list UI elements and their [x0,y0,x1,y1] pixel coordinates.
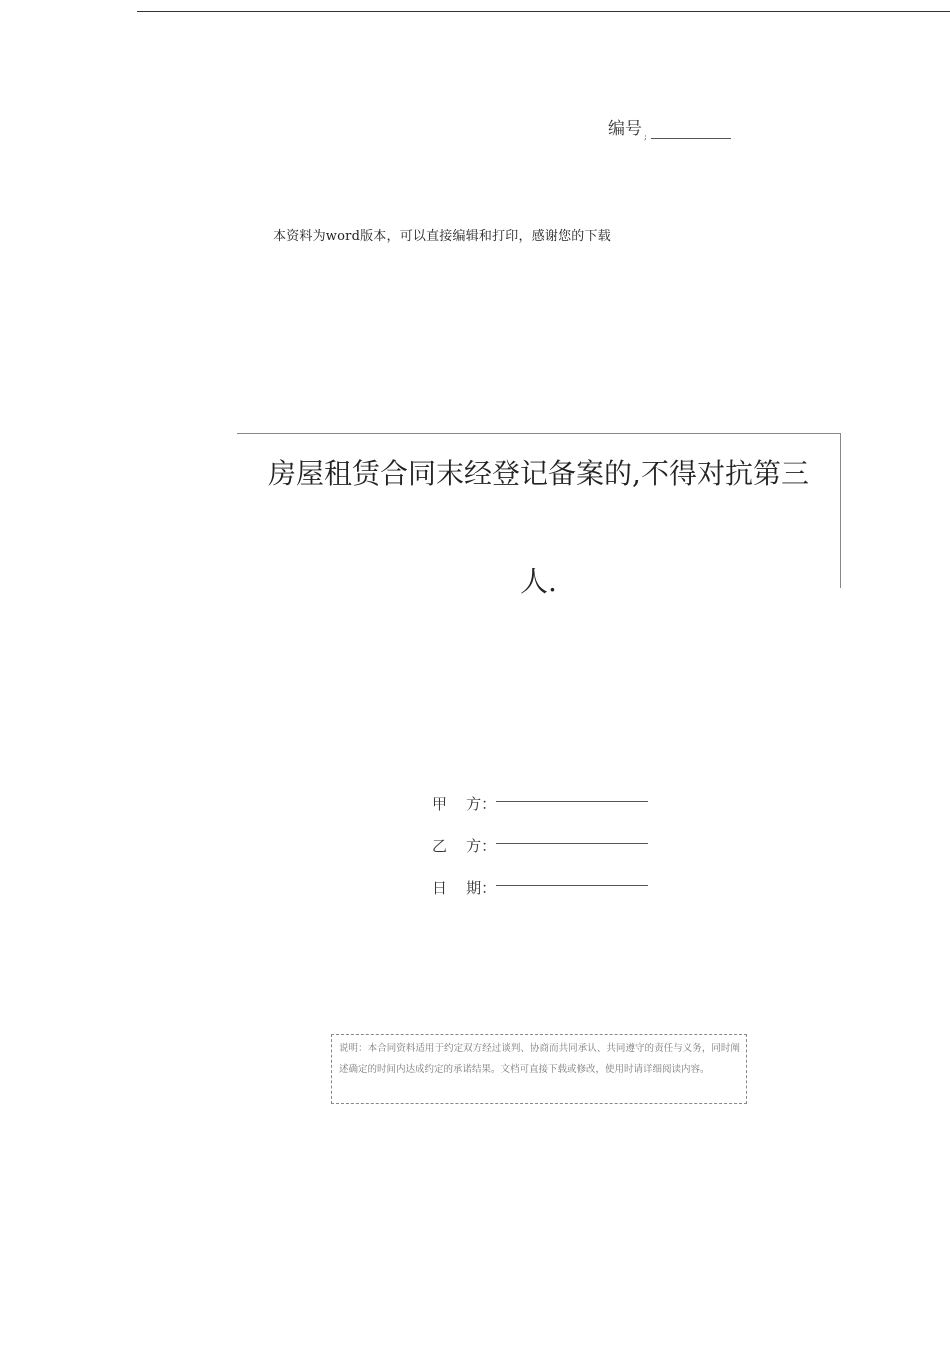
party-a-label: 甲 方： [432,795,497,813]
document-title-line-2: 人. [520,565,557,598]
document-number-field[interactable] [651,120,731,139]
document-title-line-1: 房屋租赁合同末经登记备案的,不得对抗第三 [268,457,809,490]
explanation-note: 说明：本合同资料适用于约定双方经过谈判、协商而共同承认、共同遵守的责任与义务，同时阐述确定的时间内达成约定的承诺结果。文档可直接下载或修改，使用时请详细阅读内容。 [331,1034,747,1104]
top-rule [137,11,950,12]
party-a-field[interactable] [496,783,648,802]
party-block [432,772,692,898]
date-field[interactable] [496,867,648,886]
title-frame-right [840,433,841,588]
party-row-b [432,814,692,856]
party-b-label: 乙 方： [432,837,497,855]
party-row-date [432,856,692,898]
document-number-separator: ; [644,132,647,141]
party-b-field[interactable] [496,825,648,844]
download-notice: 本资料为word版本，可以直接编辑和打印，感谢您的下载 [273,229,611,244]
date-label: 日 期： [432,879,497,897]
party-row-a [432,772,692,814]
document-title [237,420,840,636]
document-number [608,114,731,139]
document-number-label: 编号 [608,119,642,139]
